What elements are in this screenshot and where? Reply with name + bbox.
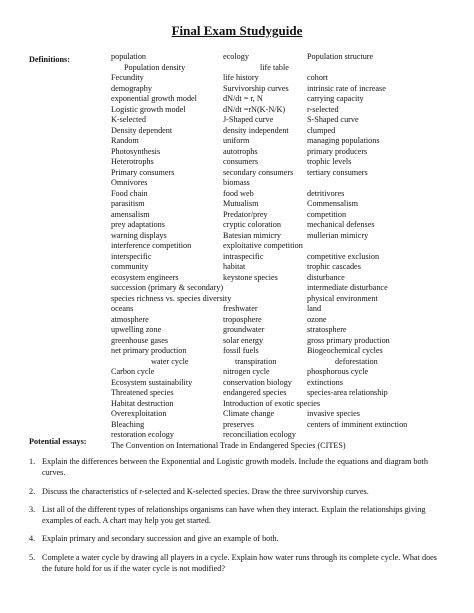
term: Heterotrophs: [111, 157, 154, 166]
term-row: [111, 126, 456, 137]
term: Primary consumers: [111, 167, 175, 177]
term: consumers: [223, 157, 259, 166]
term: species richness vs. species diversity: [111, 293, 232, 303]
essay-text: List all of the different types of relationships organisms can have when they interact. Explain the relationships giving examples of each. A chart may help you get started.: [42, 505, 426, 525]
term: demography: [111, 83, 152, 93]
term-row: [111, 367, 456, 378]
term: dN/dt = r, N: [223, 94, 263, 103]
term: restoration ecology: [111, 430, 174, 439]
term-row: [111, 357, 456, 368]
term: deforestation: [335, 356, 378, 366]
term: The Convention on International Trade in Endangered Species (CITES): [111, 440, 346, 450]
term: detritivores: [307, 188, 345, 198]
term: life table: [260, 62, 289, 72]
term: solar energy: [223, 335, 264, 345]
term-row: [111, 94, 456, 105]
term-row: [111, 231, 456, 242]
term: extinctions: [307, 377, 343, 387]
term-row: [111, 168, 456, 179]
term: interference competition: [111, 241, 192, 250]
essay-text: Complete a water cycle by drawing all players in a cycle. Explain how water runs through its complete cycle. What does the future hold for us if the water cycle is not modified?: [42, 553, 437, 573]
term-row: [111, 388, 456, 399]
term-row: [111, 52, 456, 63]
term: amensalism: [111, 209, 150, 219]
term: warning displays: [111, 230, 167, 240]
essay-number: 1.: [29, 457, 36, 466]
term-row: [111, 399, 456, 410]
term: Bleaching: [111, 419, 145, 429]
term: tertiary consumers: [307, 167, 368, 177]
term-row: [111, 63, 456, 74]
term: trophic cascades: [307, 262, 361, 271]
term: greenhouse gases: [111, 335, 169, 345]
essays-heading: Potential essays:: [29, 437, 87, 446]
term: Density dependent: [111, 125, 173, 135]
term: Carbon cycle: [111, 367, 155, 376]
term-row: [111, 378, 456, 389]
term: Mutualism: [223, 199, 259, 208]
term: uniform: [223, 136, 250, 145]
term: disturbance: [307, 272, 345, 282]
term: competitive exclusion: [307, 251, 380, 261]
term: gross primary production: [307, 335, 390, 345]
term: oceans: [111, 304, 134, 313]
term-row: [111, 252, 456, 263]
term: Overexploitation: [111, 409, 167, 418]
term: upwelling zone: [111, 325, 162, 334]
term: atmosphere: [111, 314, 149, 324]
term: J-Shaped curve: [223, 115, 274, 124]
term: Omnivores: [111, 178, 148, 187]
term-row: [111, 304, 456, 315]
term: S-Shaped curve: [307, 115, 359, 124]
term: Ecosystem sustainability: [111, 377, 193, 387]
term: cohort: [307, 73, 328, 82]
term: Population density: [124, 62, 186, 72]
term: mullerian mimicry: [307, 230, 369, 240]
term-row: [111, 147, 456, 158]
term-row: [111, 84, 456, 95]
essay-number: 2.: [29, 487, 36, 496]
term: transpiration: [235, 356, 277, 366]
term: Habitat destruction: [111, 398, 174, 408]
term-row: [111, 420, 456, 431]
term: Photosynthesis: [111, 146, 161, 156]
term: r-selected: [307, 104, 339, 114]
term: habitat: [223, 262, 246, 271]
term: centers of imminent extinction: [307, 419, 408, 429]
term: managing populations: [307, 136, 380, 145]
term: groundwater: [223, 325, 265, 334]
term: intraspecific: [223, 251, 264, 261]
term: phosphorous cycle: [307, 367, 369, 376]
term-row: [111, 178, 456, 189]
term: net primary production: [111, 346, 187, 355]
term: Survivorship curves: [223, 83, 289, 93]
term: cryptic coloration: [223, 220, 281, 229]
definitions-label: Definitions:: [29, 55, 70, 64]
term: community: [111, 262, 149, 271]
term: Biogeochemical cycles: [307, 346, 383, 355]
term: primary producers: [307, 146, 368, 156]
term: clumped: [307, 125, 336, 135]
term-row: [111, 441, 456, 452]
term: secondary consumers: [223, 167, 294, 177]
term: Food chain: [111, 188, 148, 198]
term-row: [111, 294, 456, 305]
term-row: [111, 115, 456, 126]
term: prey adaptations: [111, 220, 165, 229]
term: mechanical defenses: [307, 220, 375, 229]
term: conservation biology: [223, 377, 292, 387]
term: population: [111, 52, 147, 61]
term: density independent: [223, 125, 289, 135]
term: Predator/prey: [223, 209, 268, 219]
term-row: [111, 315, 456, 326]
term-row: [111, 220, 456, 231]
term: Fecundity: [111, 73, 144, 82]
term: Threatened species: [111, 388, 174, 397]
term-row: [111, 189, 456, 200]
term: food web: [223, 188, 254, 198]
term: dN/dt =rN(K-N/K): [223, 104, 286, 114]
term: endangered species: [223, 388, 287, 397]
term-row: [111, 105, 456, 116]
term: biomass: [223, 178, 250, 187]
term-row: [111, 157, 456, 168]
term: Climate change: [223, 409, 275, 418]
term-row: [111, 430, 456, 441]
term: Population structure: [307, 52, 374, 61]
term: interspecific: [111, 251, 152, 261]
term: stratosphere: [307, 325, 347, 334]
term: reconciliation ecology: [223, 430, 296, 439]
term-row: [111, 336, 456, 347]
term-row: [111, 325, 456, 336]
term: carrying capacity: [307, 94, 364, 103]
term-row: [111, 241, 456, 252]
term: invasive species: [307, 409, 360, 418]
essay-text: Explain primary and secondary succession and give an example of both.: [42, 534, 279, 543]
term: life history: [223, 73, 259, 82]
term-row: [111, 73, 456, 84]
term: K-selected: [111, 115, 147, 124]
term: parasitism: [111, 199, 145, 208]
term: succession (primary & secondary): [111, 283, 224, 292]
term: physical environment: [307, 293, 378, 303]
page-title: Final Exam Studyguide: [171, 23, 303, 38]
essay-text: Discuss the characteristics of r-selected and K-selected species. Draw the three survivorship curves.: [42, 487, 369, 496]
term: species-area relationship: [307, 388, 388, 397]
term: exploitative competition: [223, 241, 303, 250]
term: troposphere: [223, 314, 262, 324]
term: nitrogen cycle: [223, 367, 270, 376]
term: Commensalism: [307, 199, 358, 208]
term-row: [111, 346, 456, 357]
term: Introduction of exotic species: [223, 398, 321, 408]
term: exponential growth model: [111, 94, 197, 103]
term: fossil fuels: [223, 346, 259, 355]
term-row: [111, 262, 456, 273]
term-row: [111, 199, 456, 210]
term: ecosystem engineers: [111, 272, 179, 282]
term-row: [111, 136, 456, 147]
term: freshwater: [223, 304, 258, 313]
term: water cycle: [151, 356, 189, 366]
term: competition: [307, 209, 347, 219]
term: ecology: [223, 52, 249, 61]
term: autotrophs: [223, 146, 258, 156]
term: preserves: [223, 419, 254, 429]
term-row: [111, 283, 456, 294]
essay-number: 4.: [29, 534, 36, 543]
term: Logistic growth model: [111, 104, 186, 114]
term: intermediate disturbance: [307, 283, 388, 292]
term-row: [111, 409, 456, 420]
term-row: [111, 273, 456, 284]
term: Random: [111, 136, 139, 145]
term: intrinsic rate of increase: [307, 83, 386, 93]
term: ozone: [307, 314, 327, 324]
term: land: [307, 304, 322, 313]
term-row: [111, 210, 456, 221]
essay-number: 5.: [29, 553, 36, 562]
term: Batesian mimicry: [223, 230, 281, 240]
term: trophic levels: [307, 157, 352, 166]
essay-number: 3.: [29, 505, 36, 514]
definitions-list: [111, 52, 456, 451]
term: keystone species: [223, 272, 278, 282]
essay-text: Explain the differences between the Exponential and Logistic growth models. Include the equations and diagram both curves.: [42, 457, 428, 477]
